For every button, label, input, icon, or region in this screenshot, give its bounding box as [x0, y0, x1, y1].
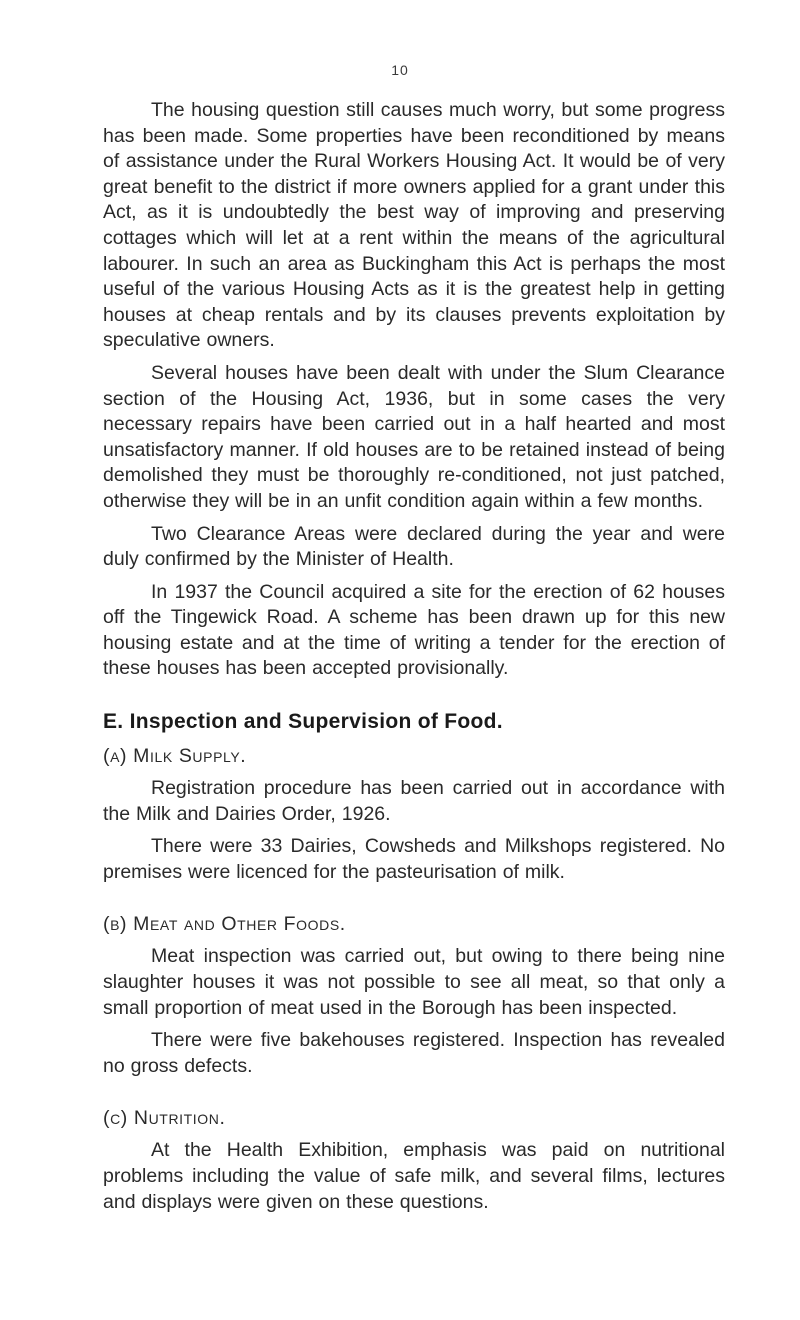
paragraph-health-exhibition: At the Health Exhibition, emphasis was paid on nutritional problems including the value of safe milk, and several films, lectures and displays were given on these questions.	[103, 1139, 725, 1213]
page-body	[103, 98, 725, 1215]
paragraph-tingewick-road: In 1937 the Council acquired a site for the erection of 62 houses off the Tingewick Road. A scheme has been drawn up for this new housing estate and at the time of writing a tender for the erection of these houses has been accepted provisionally.	[103, 580, 725, 680]
paragraph-housing-progress: The housing question still causes much worry, but some progress has been made. Some properties have been reconditioned by means of assistance under the Rural Workers Housing Act. It would be of very great benefit to the district if more owners applied for a grant under this Act, as it is undoubtedly the best way of improving and preserving cottages which will let at a rent within the means of the agricultural labourer. In such an area as Buckingham this Act is perhaps the most useful of the various Housing Acts as it is the greatest help in getting houses at cheap rentals and by its clauses prevents exploitation by speculative owners.	[103, 99, 725, 352]
subheading-milk-supply: (a) Milk Supply.	[103, 745, 247, 768]
paragraph-clearance-areas: Two Clearance Areas were declared during the year and were duly confirmed by the Minister of Health.	[103, 522, 725, 571]
paragraph-dairies-registered: There were 33 Dairies, Cowsheds and Milkshops registered. No premises were licenced for the pasteurisation of milk.	[103, 835, 725, 883]
section-heading-food-inspection: E. Inspection and Supervision of Food.	[103, 710, 503, 734]
subheading-nutrition: (c) Nutrition.	[103, 1107, 226, 1130]
paragraph-meat-inspection: Meat inspection was carried out, but owing to there being nine slaughter houses it was not possible to see all meat, so that only a small proportion of meat used in the Borough has been inspected.	[103, 945, 725, 1019]
paragraph-bakehouses: There were five bakehouses registered. Inspection has revealed no gross defects.	[103, 1029, 725, 1077]
paragraph-slum-clearance: Several houses have been dealt with under the Slum Clearance section of the Housing Act, 1936, but in some cases the very necessary repairs have been carried out in a half hearted and most unsatisfactory manner. If old houses are to be retained instead of being demolished they must be thoroughly re-conditioned, not just patched, otherwise they will be in an unfit condition again within a few months.	[103, 361, 725, 512]
paragraph-milk-registration: Registration procedure has been carried out in accordance with the Milk and Dairies Order, 1926.	[103, 777, 725, 825]
page-number: 10	[391, 62, 409, 78]
subheading-meat-other-foods: (b) Meat and Other Foods.	[103, 913, 346, 936]
